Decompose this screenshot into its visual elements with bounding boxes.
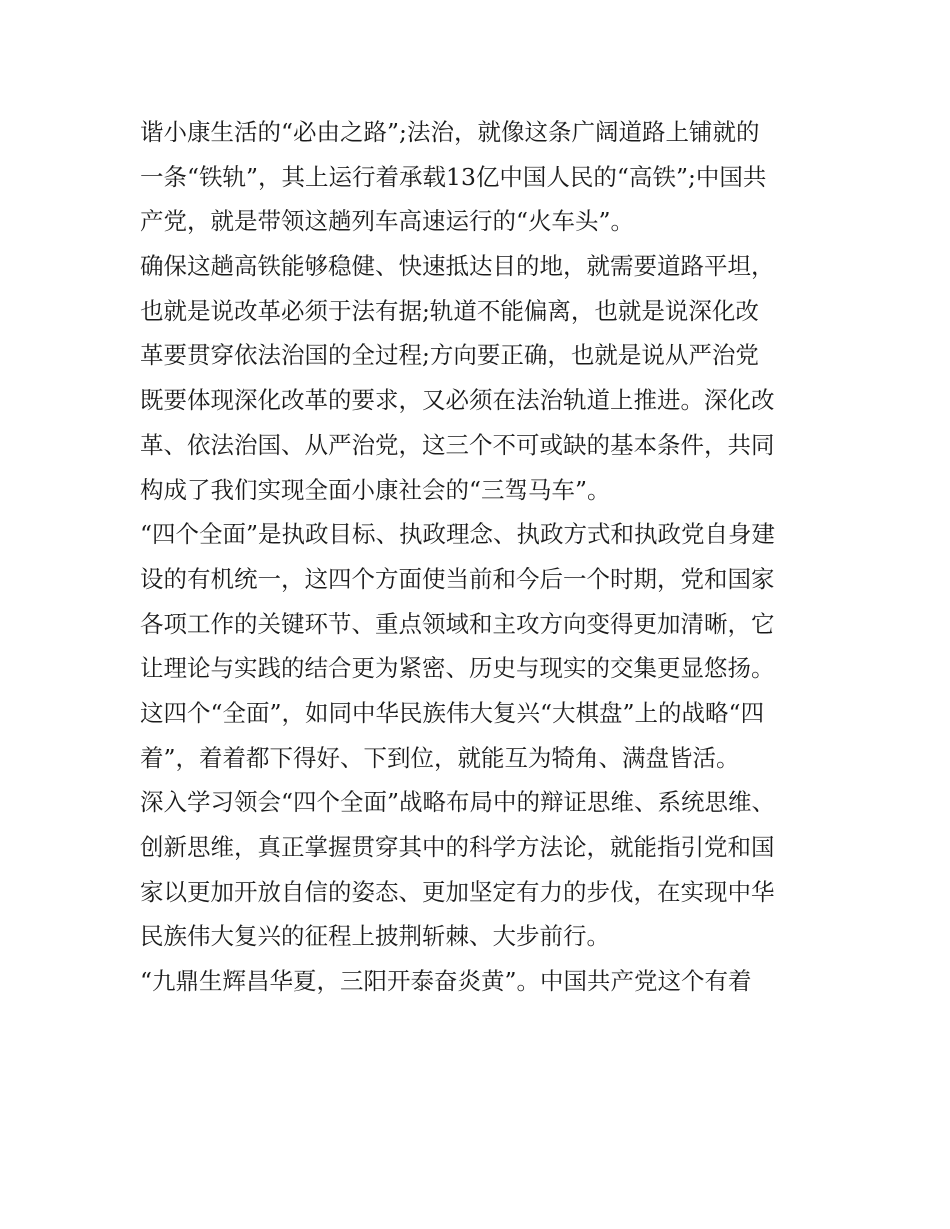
text-line: 既要体现深化改革的要求，又必须在法治轨道上推进。深化改	[140, 386, 775, 415]
text-line: 家以更加开放自信的姿态、更加坚定有力的步伐，在实现中华	[140, 877, 775, 906]
text-line: 革、依法治国、从严治党，这三个不可或缺的基本条件，共同	[140, 430, 775, 459]
text-line: “九鼎生辉昌华夏，三阳开泰奋炎黄”。中国共产党这个有着	[140, 967, 752, 996]
text-line: 产党，就是带领这趟列车高速运行的“火车头”。	[140, 207, 635, 236]
text-line: 一条“铁轨”，其上运行着承载13亿中国人民的“高铁”;中国共	[140, 162, 767, 191]
text-line: 民族伟大复兴的征程上披荆斩棘、大步前行。	[140, 922, 610, 951]
text-line: 深入学习领会“四个全面”战略布局中的辩证思维、系统思维、	[140, 788, 776, 817]
text-line: 确保这趟高铁能够稳健、快速抵达目的地，就需要道路平坦，	[140, 252, 775, 281]
text-line: 谐小康生活的“必由之路”;法治，就像这条广阔道路上铺就的	[140, 118, 760, 146]
text-line: 也就是说改革必须于法有据;轨道不能偏离，也就是说深化改	[140, 296, 759, 325]
text-line: 让理论与实践的结合更为紧密、历史与现实的交集更显悠扬。	[140, 654, 775, 683]
text-line: 着”，着着都下得好、下到位，就能互为犄角、满盘皆活。	[140, 743, 740, 772]
text-line: 革要贯穿依法治国的全过程;方向要正确，也就是说从严治党	[140, 341, 759, 370]
text-line: 各项工作的关键环节、重点领域和主攻方向变得更加清晰，它	[140, 609, 775, 638]
text-line: 构成了我们实现全面小康社会的“三驾马车”。	[140, 475, 611, 504]
body-text	[140, 110, 820, 1004]
text-line: 设的有机统一，这四个方面使当前和今后一个时期，党和国家	[140, 564, 775, 593]
text-line: “四个全面”是执政目标、执政理念、执政方式和执政党自身建	[140, 520, 776, 549]
text-line: 创新思维，真正掌握贯穿其中的科学方法论，就能指引党和国	[140, 833, 775, 861]
text-line: 这四个“全面”，如同中华民族伟大复兴“大棋盘”上的战略“四	[140, 698, 765, 727]
